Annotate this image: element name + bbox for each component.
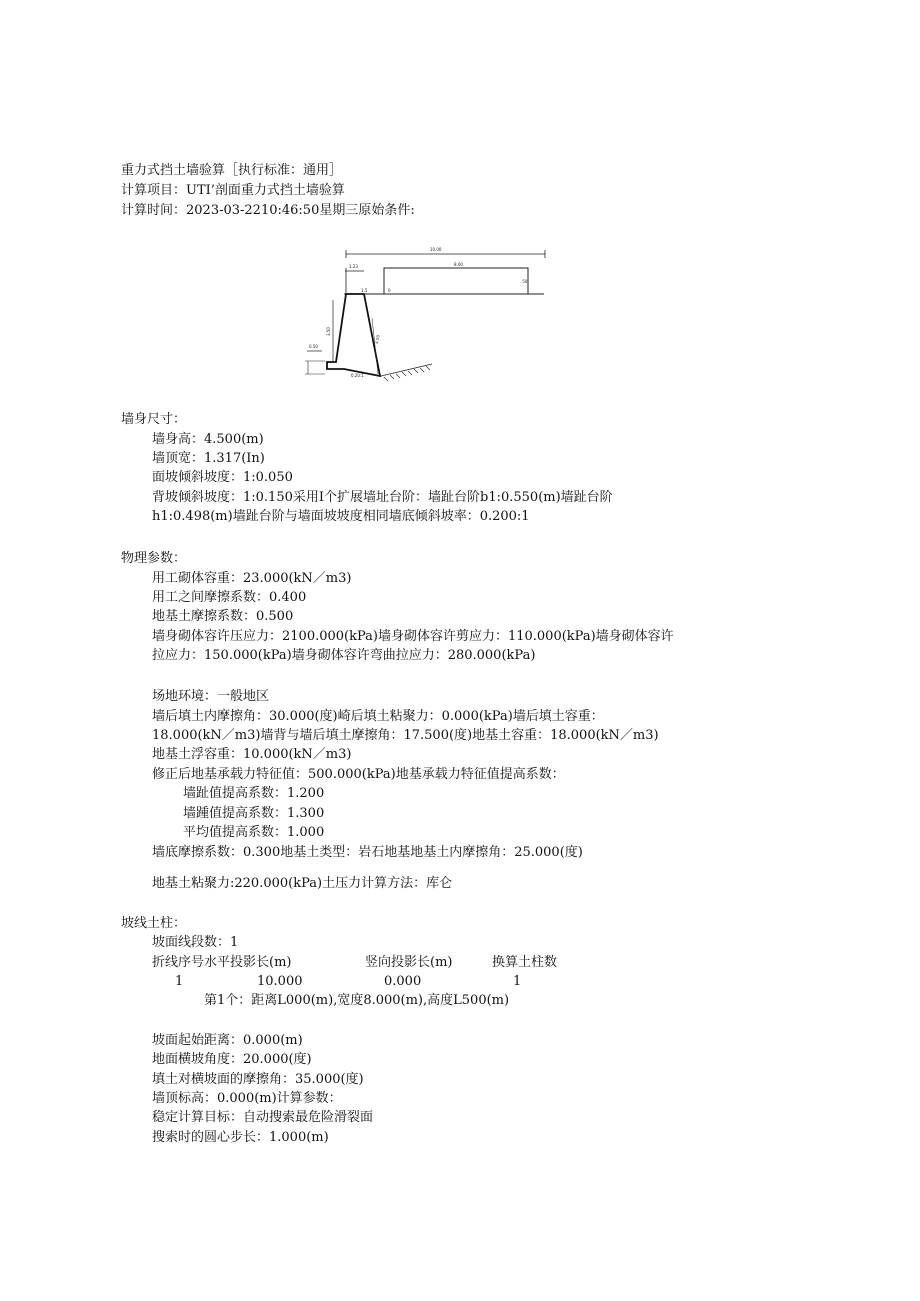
project-name: 计算项目：UTI’剖面重力式挡土墙验算 [121,183,345,198]
retaining-wall-diagram [300,240,550,385]
fill-friction-angle: 填土对横坡面的摩擦角：35.000(度) [152,1072,364,1087]
face-height-label: 3.50 [326,327,331,336]
slope-segment-count: 坡面线段数：1 [152,935,239,950]
backfill-properties-1: 墙后填土内摩擦角：30.000(度)崎后填土粘聚力：0.000(kPa)墙后填土容重： [152,709,604,724]
ground-cross-slope-angle: 地面横坡角度：20.000(度) [152,1052,312,1067]
table-col-3-header: 换算土柱数 [492,955,558,970]
base-friction-and-soil-type: 墙底摩擦系数：0.300地基土类型：岩石地基地基土内摩擦角：25.000(度) [152,845,583,860]
masonry-unit-weight: 用工砌体容重：23.000(kN／m3) [152,571,352,586]
masonry-friction: 用工之间摩擦系数：0.400 [152,590,307,605]
slope-start-distance: 坡面起始距离：0.000(m) [152,1033,303,1048]
heel-increase-factor: 墙踵值提高系数：1.300 [183,806,325,821]
allowable-stresses-line-2: 拉应力：150.000(kPa)墙身砌体容许弯曲拉应力：280.000(kPa) [152,648,536,663]
site-environment: 场地环境：一般地区 [152,689,270,704]
retaining-wall-svg [300,240,550,385]
toe-label: 0.50 [309,344,318,349]
average-increase-factor: 平均值提高系数：1.000 [183,825,325,840]
back-slope: 背坡倾斜坡度：1:0.150采用I个扩展墙址台阶：墙趾台阶b1:0.550(m)墙趾台阶 [152,490,613,505]
wall-top-elevation: 墙顶标高：0.000(m)计算参数： [152,1091,342,1106]
backfill-properties-2: 18.000(kN／m3)墙背与墙后填土摩擦角：17.500(度)地基土容重：18.000(kN／m3) [152,728,659,743]
foundation-friction: 地基土摩擦系数：0.500 [152,609,294,624]
circle-center-step: 搜索时的圆心步长：1.000(m) [152,1130,329,1145]
slope-start-label: 0 [388,288,391,293]
allowable-stresses-line-1: 墙身砌体容许压应力：2100.000(kPa)墙身砌体容许剪应力：110.000(kPa)墙身砌体容许 [152,629,674,644]
face-slope: 面坡倾斜坡度：1:0.050 [152,470,293,485]
base-slope-label: 0.20:1 [351,373,364,378]
document-title: 重力式挡土墙验算［执行标准：通用］ [121,163,343,178]
table-row-horizontal-length: 10.000 [257,974,303,989]
wall-size-heading: 墙身尺寸： [121,412,187,427]
table-col-2-header: 竖向投影长(m) [365,955,453,970]
table-row-column-count: 1 [513,974,522,989]
wall-top-label: 1.5 [361,288,368,293]
toe-step-details: h1:0.498(m)墙趾台阶与墙面坡坡度相同墙底倾斜坡率：0.200:1 [152,509,530,524]
top-width-label: 1.23 [349,264,358,269]
soil-column-outline [384,268,528,294]
retaining-wall-body [327,294,380,376]
back-height-label: 4.50 [374,334,381,345]
calc-time: 计算时间：2023-03-2210:46:50星期三原始条件: [121,203,415,218]
base-ground-line [381,364,432,376]
cohesion-and-earth-pressure-method: 地基土粘聚力:220.000(kPa)土压力计算方法：库仑 [152,876,453,891]
table-row-index: 1 [175,974,184,989]
physical-params-heading: 物理参数： [121,551,187,566]
stability-target: 稳定计算目标：自动搜索最危险滑裂面 [152,1110,374,1125]
bearing-capacity: 修正后地基承载力特征值：500.000(kPa)地基承载力特征值提高系数： [152,767,565,782]
soil-column-note: 第1个：距离L000(m),宽度8.000(m),高度L500(m) [204,993,510,1008]
soil-column-width-label: 8.00 [454,262,463,267]
toe-increase-factor: 墙趾值提高系数：1.200 [183,786,325,801]
soil-column-height-label: .50 [521,279,528,284]
wall-height: 墙身高：4.500(m) [152,432,264,447]
buoyant-unit-weight: 地基土浮容重：10.000(kN／m3) [152,747,352,762]
total-width-label: 10.00 [430,247,442,252]
table-row-vertical-length: 0.000 [384,974,422,989]
wall-top-width: 墙顶宽：1.317(In) [152,451,265,466]
table-col-1-header: 折线序号水平投影长(m) [152,955,292,970]
slope-column-heading: 坡线土柱： [121,916,187,931]
